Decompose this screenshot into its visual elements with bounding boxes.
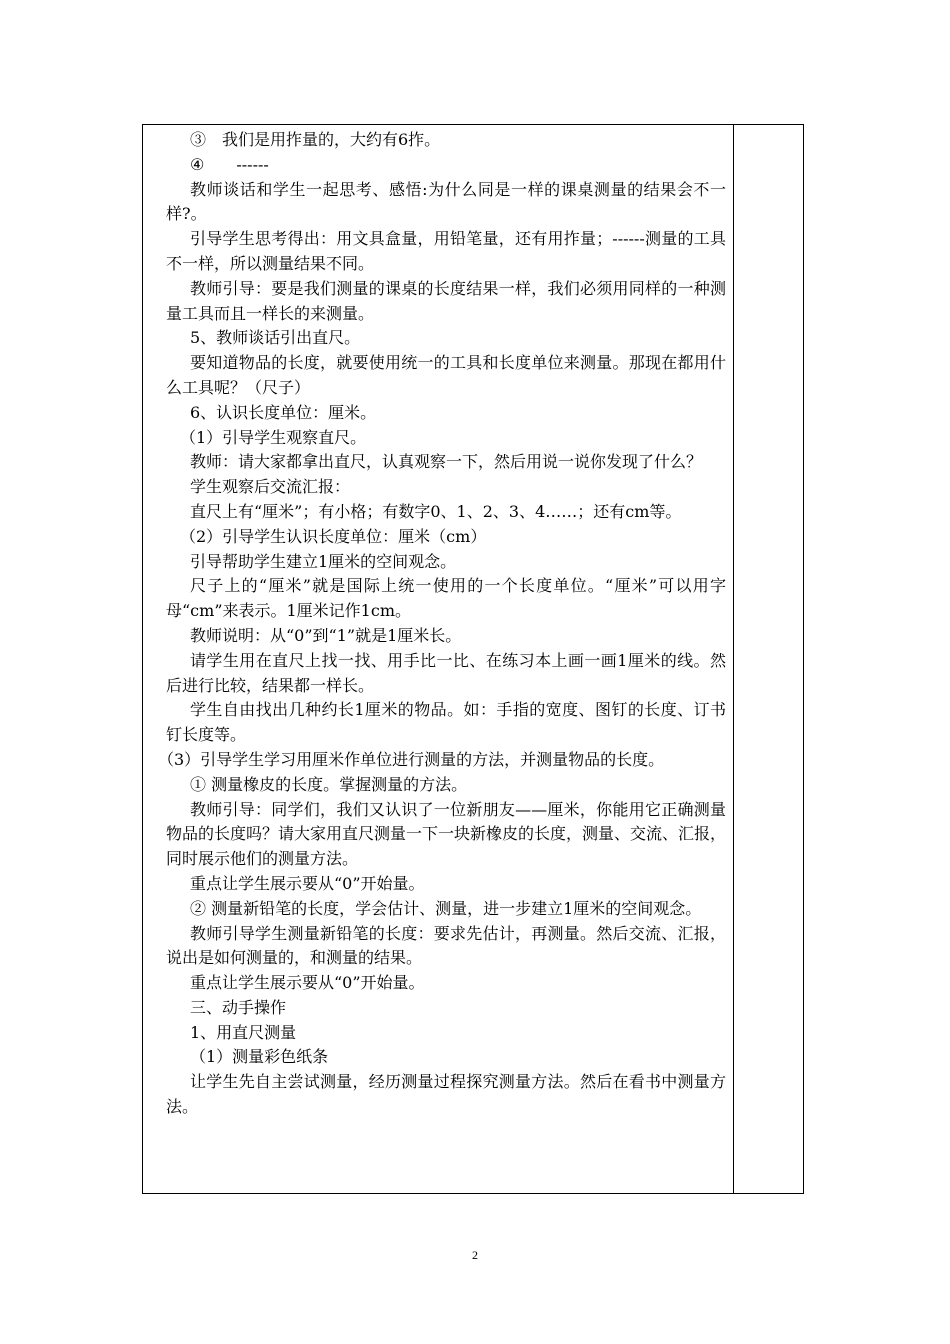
text-line: 教师谈话和学生一起思考、感悟:为什么同是一样的课桌测量的结果会不一样?。 [166, 179, 726, 224]
text-line: 教师引导：要是我们测量的课桌的长度结果一样，我们必须用同样的一种测量工具而且一样长的来测量。 [166, 278, 726, 323]
text-line: 请学生用在直尺上找一找、用手比一比、在练习本上画一画1厘米的线。然后进行比较，结果都一样长。 [166, 650, 726, 695]
text-line: （3）引导学生学习用厘米作单位进行测量的方法，并测量物品的长度。 [158, 749, 665, 769]
lesson-content [158, 128, 727, 1120]
text-line: （2）引导学生认识长度单位：厘米（cm） [180, 526, 487, 546]
text-line: 要知道物品的长度，就要使用统一的工具和长度单位来测量。那现在都用什么工具呢？（尺子） [166, 353, 726, 397]
text-line: 5、教师谈话引出直尺。 [190, 328, 361, 348]
text-line: 尺子上的“厘米”就是国际上统一使用的一个长度单位。“厘米”可以用字母“cm”来表示。1厘米记作1cm。 [166, 576, 726, 621]
text-line: 直尺上有“厘米”；有小格；有数字0、1、2、3、4……；还有cm等。 [190, 501, 682, 521]
text-line: 引导学生思考得出：用文具盒量，用铅笔量，还有用拃量；------测量的工具不一样，所以测量结果不同。 [166, 229, 726, 273]
text-line: 重点让学生展示要从“0”开始量。 [190, 873, 425, 893]
text-line: 重点让学生展示要从“0”开始量。 [190, 973, 425, 993]
text-line: 6、认识长度单位：厘米。 [190, 402, 377, 422]
text-line: （1）测量彩色纸条 [190, 1047, 329, 1067]
text-line: ② 测量新铅笔的长度，学会估计、测量，进一步建立1厘米的空间观念。 [190, 898, 702, 918]
text-line: 教师引导学生测量新铅笔的长度：要求先估计，再测量。然后交流、汇报，说出是如何测量的，和测量的结果。 [166, 923, 726, 968]
text-line: 教师：请大家都拿出直尺，认真观察一下，然后用说一说你发现了什么？ [190, 452, 703, 472]
page-number: 2 [472, 1248, 478, 1262]
text-line: 三、动手操作 [190, 997, 287, 1017]
text-line: 教师说明：从“0”到“1”就是1厘米长。 [190, 625, 462, 645]
text-line: 让学生先自主尝试测量，经历测量过程探究测量方法。然后在看书中测量方法。 [166, 1072, 726, 1117]
text-line: 教师引导：同学们，我们又认识了一位新朋友——厘米，你能用它正确测量物品的长度吗？请大家用直尺测量一下一块新橡皮的长度，测量、交流、汇报，同时展示他们的测量方法。 [166, 799, 727, 869]
text-line: 引导帮助学生建立1厘米的空间观念。 [190, 551, 457, 571]
text-line: 1、用直尺测量 [190, 1022, 297, 1042]
text-line: ③ 我们是用拃量的，大约有6拃。 [190, 130, 441, 149]
text-line: ① 测量橡皮的长度。掌握测量的方法。 [190, 774, 468, 794]
text-line: 学生观察后交流汇报： [190, 477, 351, 497]
text-line: ④ ------ [190, 154, 269, 174]
table-column-divider [733, 124, 734, 1194]
text-line: （1）引导学生观察直尺。 [180, 427, 367, 447]
text-line: 学生自由找出几种约长1厘米的物品。如：手指的宽度、图钉的长度、订书钉长度等。 [166, 700, 726, 745]
